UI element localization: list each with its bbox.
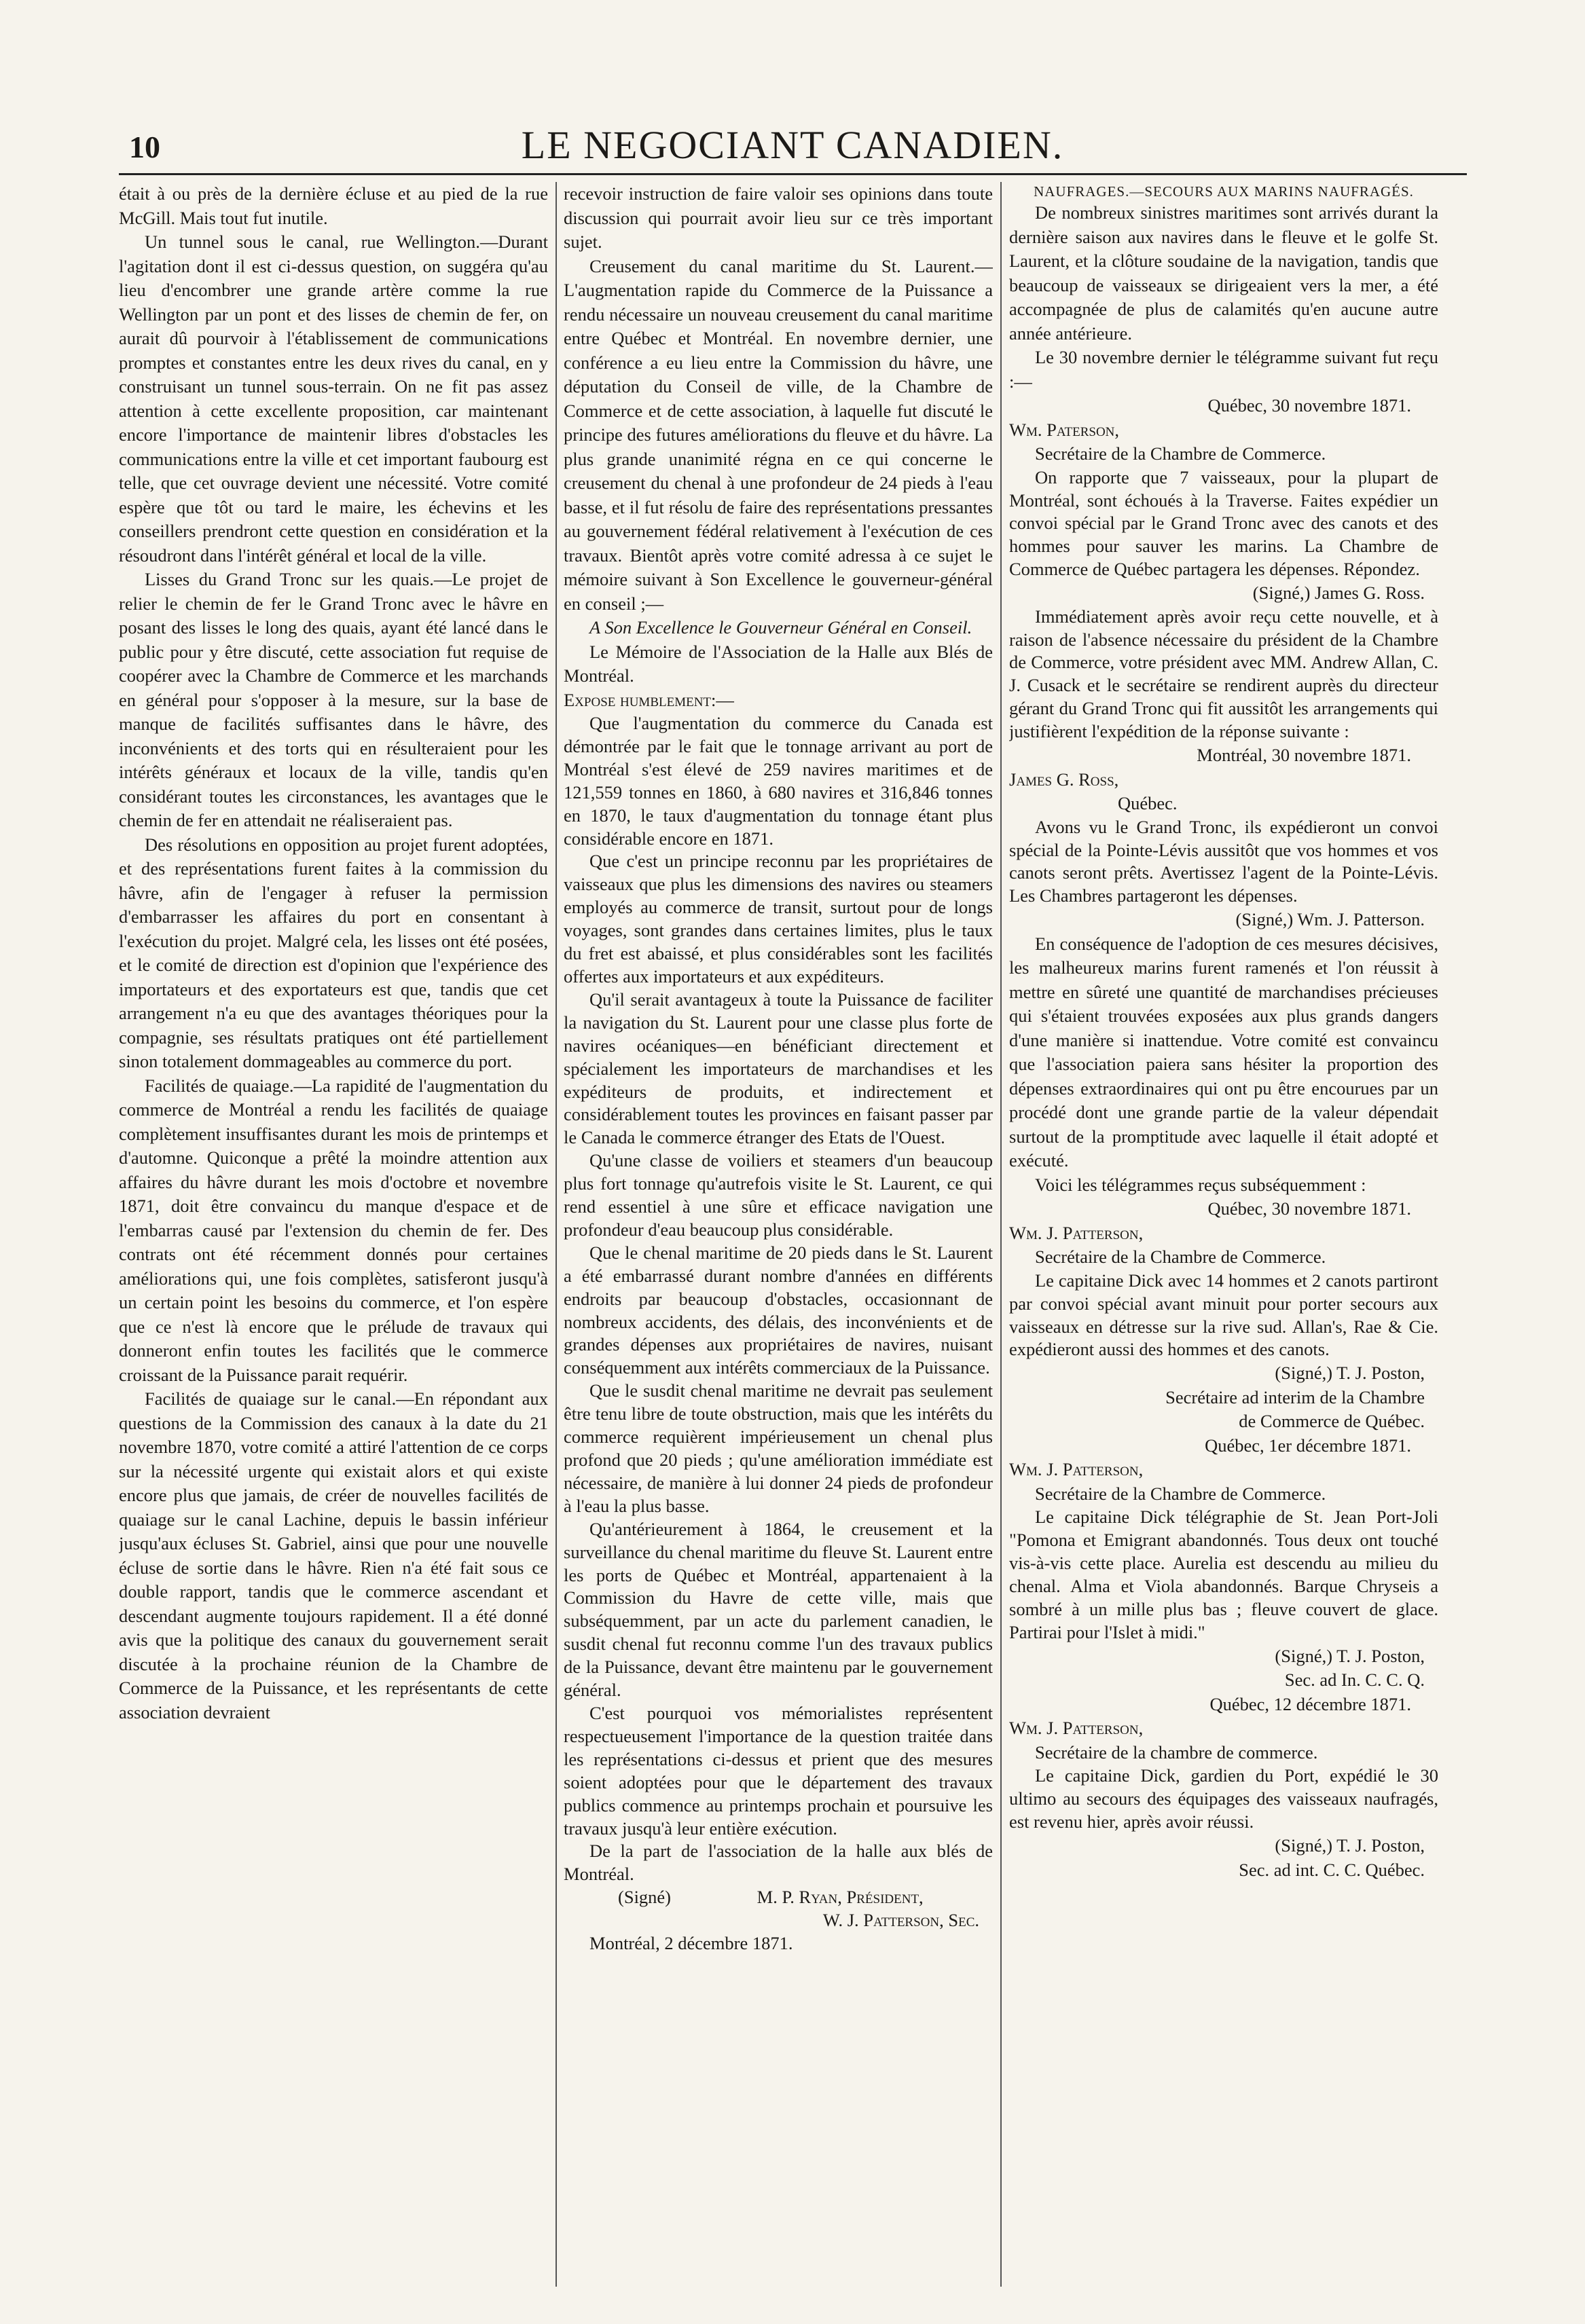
telegram-recipient: Wm. Paterson, [1009,419,1120,440]
telegram-recipient-title: Secrétaire de la chambre de commerce. [1035,1741,1318,1763]
telegram-recipient-title: Secrétaire de la Chambre de Commerce. [1035,1247,1326,1268]
page-number: 10 [129,130,160,164]
memorial-expose: Expose humblement:— [564,689,734,710]
telegram-recipient: Wm. J. Patterson, [1009,1459,1144,1480]
memorial-title: Le Mémoire de l'Association de la Halle aux Blés de Montréal. [564,641,993,686]
memorial-address: A Son Excellence le Gouverneur Général en Conseil. [589,617,972,638]
telegram-signature-title: Secrétaire ad interim de la Chambre [1165,1386,1425,1407]
memorial-signature [564,1886,993,1909]
telegram-date: Québec, 30 novembre 1871. [1207,395,1411,416]
paragraph-quaiage: Facilités de quaiage.—La rapidité de l'augmentation du commerce de Montréal a rendu les facilités de quaiage complètement insuffisantes durant les mois de printemps et d'automne. Quiconque a prêté la moindre attention aux affaires du hâvre durant les mois d'octobre et novembre 1871, doit être convaincu du manque d'espace et de l'embarras causé par l'extension du chemin de fer. Des contrats ont été récemment donnés pour certaines améliorations qui, une fois complètes, satisferont jusqu'à un certain point les besoins du commerce, et l'on espère que ce n'est là encore que le prélude de travaux qui donneront enfin toutes les facilités que le commerce croissant de la Puissance parait requérir. [119,1075,548,1385]
signed-label: (Signé) [618,1887,672,1908]
masthead-rule [119,173,1467,175]
memorial-paragraph: Que le chenal maritime de 20 pieds dans le St. Laurent a été embarrassé durant nombre d'années en différents endroits par beaucoup d'obstacles, occasionnant de nombreux accidents, des délais, des inconvénients et de grandes dépenses aux propriétaires de navires, nuisant conséquemment aux intérêts commerciaux de la Puissance. [564,1242,993,1378]
telegram-recipient-place: Québec. [1118,793,1178,814]
paragraph: Immédiatement après avoir reçu cette nouvelle, et à raison de l'absence nécessaire du président de la Chambre de Commerce, votre président avec MM. Andrew Allan, C. J. Cusack et le secrétaire se rendirent auprès du directeur gérant du Grand Tronc qui fit aussitôt les arrangements qui justifièrent l'expédition de la réponse suivante : [1009,606,1438,742]
memorial-closing: De la part de l'association de la halle aux blés de Montréal. [564,1841,993,1885]
telegram-body: Le capitaine Dick avec 14 hommes et 2 canots partiront par convoi spécial avant minuit pour porter secours aux vaisseaux en détresse sur la rive sud. Allan's, Rae & Cie. expédieront aussi des hommes et des canots. [1009,1270,1438,1360]
telegram-date: Québec, 12 décembre 1871. [1209,1693,1411,1714]
paragraph: recevoir instruction de faire valoir ses opinions dans toute discussion qui pourrait avoir lieu sur ce très important sujet. [564,183,993,252]
telegram-signature-title: de Commerce de Québec. [1239,1411,1425,1432]
paragraph: Des résolutions en opposition au projet furent adoptées, et des représentations furent faites à la commission du hâvre, afin de l'engager à refuser la permission d'embarrasser les affaires du port en consentant à l'exécution du projet. Malgré cela, les lisses ont été posées, et le comité de direction est d'opinion que l'expérience des importateurs et des exportateurs est que, tandis que cet arrangement n'a eu que des avantages théoriques pour la compagnie, ses résultats pratiques ont été partiellement sinon totalement dommageables au commerce du port. [119,834,548,1071]
telegram-recipient-title: Secrétaire de la Chambre de Commerce. [1035,1483,1326,1504]
telegram-signature: (Signé,) Wm. J. Patterson. [1235,909,1425,930]
telegram-signature: (Signé,) James G. Ross. [1252,583,1425,604]
column-middle [564,182,993,2293]
telegram-date: Québec, 1er décembre 1871. [1205,1435,1411,1456]
paragraph: En conséquence de l'adoption de ces mesures décisives, les malheureux marins furent ramenés et l'on réussit à mettre en sûreté une quantité de marchandises précieuses qui s'étaient trouvées exposées aux plus grands dangers d'une manière si inattendue. Votre comité est convaincu que l'association paiera sans hésiter la proportion des dépenses extraordinaires qui ont pu être encourues par un procédé dont une grande partie de la valeur dépendait surtout de la promptitude avec laquelle il était adopté et exécuté. [1009,933,1438,1171]
telegram-signature-title: Sec. ad In. C. C. Q. [1284,1670,1425,1691]
telegram-signature-title: Sec. ad int. C. C. Québec. [1239,1859,1425,1880]
paragraph-quaiage-canal: Facilités de quaiage sur le canal.—En répondant aux questions de la Commission des canaux à la date du 21 novembre 1870, votre comité a attiré l'attention de ce corps sur la nécessité urgente qui existait alors et qui existe encore plus que jamais, de créer de nouvelles facilités de quaiage sur le canal Lachine, depuis le bassin inférieur jusqu'aux écluses St. Gabriel, ainsi que pour une nouvelle écluse de sortie dans le hâvre. Rien n'a été fait sous ce double rapport, tandis que le commerce ascendant et descendant augmente toujours rapidement. Il a été donné avis que la politique des canaux du gouvernement serait discutée à la prochaine réunion de la Chambre de Commerce de la Puissance, et les représentants de cette association devraient [119,1388,548,1722]
telegram-body: On rapporte que 7 vaisseaux, pour la plupart de Montréal, sont échoués à la Traverse. Faites expédier un convoi spécial par le Grand Tronc avec des canots et des hommes pour sauver les marins. La Chambre de Commerce de Québec partagera les dépenses. Répondez. [1009,466,1438,580]
telegram-signature: (Signé,) T. J. Poston, [1275,1363,1425,1384]
telegram-signature: (Signé,) T. J. Poston, [1275,1645,1425,1666]
paragraph: Le 30 novembre dernier le télégramme suivant fut reçu :— [1009,347,1438,392]
memorial-paragraph: Que c'est un principe reconnu par les propriétaires de vaisseaux que plus les dimensions des navires ou steamers employés au commerce de transit, surtout pour de longs voyages, sont grandes dans certaines limites, plus le taux du fret est abaissé, et plus considérables sont les facilités offertes aux importateurs et aux expéditeurs. [564,851,993,986]
paragraph: De nombreux sinistres maritimes sont arrivés durant la dernière saison aux navires dans le fleuve et le golfe St. Laurent, et la clôture soudaine de la navigation, tandis que beaucoup de vaisseaux se dirigeaient vers la mer, a été accompagnée de plus de calamités qu'en aucune autre année antérieure. [1009,202,1438,344]
column-right [1009,182,1438,2293]
telegram-date: Québec, 30 novembre 1871. [1207,1198,1411,1219]
memorial-paragraph: Que le susdit chenal maritime ne devrait pas seulement être tenu libre de toute obstruction, mais que les intérêts du commerce requièrent impérieusement un chenal plus profond que 20 pieds ; qu'une amélioration immédiate est nécessaire, de manière à lui donner 24 pieds de profondeur à l'eau la plus basse. [564,1380,993,1516]
memorial-paragraph: Qu'antérieurement à 1864, le creusement et la surveillance du chenal maritime du fleuve St. Laurent entre les ports de Québec et Montréal, appartenaient à la Commission du Havre de cette ville, mais que subséquemment, par un acte du parlement canadien, le susdit chenal fut reconnu comme l'un des travaux publics de la Puissance, devant être maintenu par le gouvernement général. [564,1518,993,1701]
column-left [119,182,548,2293]
memorial-place-date: Montréal, 2 décembre 1871. [589,1933,793,1954]
masthead-title: LE NEGOCIANT CANADIEN. [521,123,1064,167]
paragraph-creusement: Creusement du canal maritime du St. Laurent.—L'augmentation rapide du Commerce de la Puissance a rendu nécessaire un nouveau creusement du canal maritime entre Québec et Montréal. En novembre dernier, une conférence a eu lieu entre la Commission du hâvre, une députation du Conseil de ville, de la Chambre de Commerce et de cette association, à laquelle fut discuté le principe des futures améliorations du fleuve et du hâvre. La plus grande unanimité régna en ce qui concerne le creusement du chenal à une profondeur de 24 pieds à l'eau basse, et il fut résolu de faire des représentations pressantes au gouvernement fédéral relativement à l'exécution de ces travaux. Bientôt après votre comité adressa à ce sujet le mémoire suivant à Son Excellence le gouverneur-général en conseil ;— [564,255,993,614]
telegram-recipient: James G. Ross, [1009,769,1119,790]
telegram-recipient: Wm. J. Patterson, [1009,1222,1144,1243]
column-divider [1000,182,1002,2287]
paragraph-tunnel: Un tunnel sous le canal, rue Wellington.—Durant l'agitation dont il est ci-dessus question, on suggéra qu'au lieu d'encombrer une grande artère comme la rue Wellington par un pont et des lisses de chemin de fer, on aurait dû pourvoir à l'établissement de communications promptes et constantes entre les deux rives du canal, en y construisant un tunnel sous-terrain. On ne fit pas assez attention à cette excellente proposition, car maintenant encore l'importance de maintenir libres d'obstacles les communications entre la ville et cet important faubourg est telle, que cet ouvrage devient une nécessité. Votre comité espère que tôt ou tard le maire, les échevins et les conseillers prendront cette question en considération et la résoudront dans l'intérêt général et local de la ville. [119,232,548,566]
memorial-paragraph: C'est pourquoi vos mémorialistes représentent respectueusement l'importance de la question traitée dans les représentations ci-dessus et prient que des mesures soient adoptées pour que le département des travaux publics commence au printemps prochain et poursuive les travaux jusqu'à leur entière exécution. [564,1702,993,1839]
telegram-body: Le capitaine Dick télégraphie de St. Jean Port-Joli "Pomona et Emigrant abandonnés. Tous deux ont touché vis-à-vis cette place. Aurelia est descendu au milieu du chenal. Alma et Viola abandonnés. Barque Chryseis a sombré à un mille plus bas ; fleuve couvert de glace. Partirai pour l'Islet à midi." [1009,1507,1438,1642]
memorial-paragraph: Qu'il serait avantageux à toute la Puissance de faciliter la navigation du St. Laurent pour une classe plus forte de navires océaniques—en bénéficiant directement et spécialement les importateurs de marchandises et les expéditeurs de produits, et indirectement et considérablement toutes les provinces en faisant passer par le Canada le commerce étranger des Etats de l'Ouest. [564,989,993,1148]
section-heading: NAUFRAGES.—SECOURS AUX MARINS NAUFRAGÉS. [1034,183,1414,200]
paragraph-lisses: Lisses du Grand Tronc sur les quais.—Le projet de relier le chemin de fer le Grand Tronc avec le hâvre en posant des lisses le long des quais, ayant été lancé dans le public pour y être discuté, cette association fut requise de coopérer avec la Chambre de Commerce et les marchands en général pour s'opposer à la mesure, sur la base de manque de facilités suffisantes dans le hâvre, des inconvénients et des torts qui en résulteraient pour les intérêts généraux et locaux de la ville, tandis qu'en considérant toutes les circonstances, les avantages que le chemin de fer en attendait ne réaliseraient pas. [119,569,548,830]
paragraph: Voici les télégrammes reçus subséquemment : [1035,1174,1366,1195]
paragraph: était à ou près de la dernière écluse et au pied de la rue McGill. Mais tout fut inutile. [119,183,548,228]
telegram-body: Le capitaine Dick, gardien du Port, expédié le 30 ultimo au secours des équipages des vaisseaux naufragés, est revenu hier, après avoir réussi. [1009,1765,1438,1832]
telegram-signature: (Signé,) T. J. Poston, [1275,1835,1425,1856]
column-divider [555,182,557,2287]
memorial-paragraph: Que l'augmentation du commerce du Canada est démontrée par le fait que le tonnage arrivant au port de Montréal s'est élevé de 259 navires maritimes et de 121,559 tonnes en 1860, à 680 navires et 316,846 tonnes en 1870, le taux d'augmentation du tonnage étant plus considérable encore en 1871. [564,713,993,849]
signer-secretary: W. J. Patterson, Sec. [822,1910,979,1931]
telegram-body: Avons vu le Grand Tronc, ils expédieront un convoi spécial de la Pointe-Lévis aussitôt que vos hommes et vos canots seront prêts. Avertissez l'agent de la Pointe-Lévis. Les Chambres partageront les dépenses. [1009,816,1438,906]
memorial-paragraph: Qu'une classe de voiliers et steamers d'un beaucoup plus fort tonnage qu'autrefois visite le St. Laurent, ce qui rend essentiel à une sûre et efficace navigation une profondeur d'eau beaucoup plus considérable. [564,1150,993,1240]
telegram-recipient-title: Secrétaire de la Chambre de Commerce. [1035,443,1326,464]
telegram-date: Montréal, 30 novembre 1871. [1197,745,1411,766]
signer-president: M. P. Ryan, Président, [757,1887,924,1908]
telegram-recipient: Wm. J. Patterson, [1009,1718,1144,1739]
